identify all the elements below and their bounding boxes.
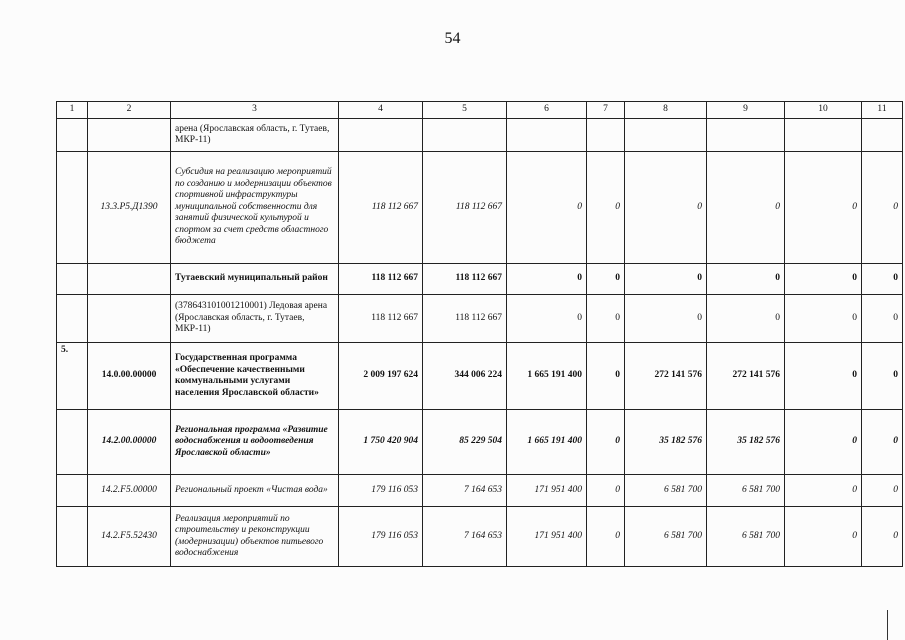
row-value: 1 665 191 400: [507, 343, 587, 410]
row-value: [707, 119, 785, 152]
row-value: 7 164 653: [423, 475, 507, 507]
row-value: 0: [862, 264, 903, 295]
row-value: 0: [785, 343, 862, 410]
row-value: 35 182 576: [625, 410, 707, 475]
row-code: 14.2.F5.52430: [88, 507, 171, 567]
row-value: 0: [587, 264, 625, 295]
row-value: 0: [707, 152, 785, 264]
row-description: Региональный проект «Чистая вода»: [171, 475, 339, 507]
row-value: 179 116 053: [339, 475, 423, 507]
row-value: 0: [785, 475, 862, 507]
row-value: 171 951 400: [507, 507, 587, 567]
row-value: [423, 119, 507, 152]
row-value: 171 951 400: [507, 475, 587, 507]
row-value: 179 116 053: [339, 507, 423, 567]
row-value: 0: [707, 295, 785, 343]
row-index: [57, 152, 88, 264]
row-value: 0: [785, 507, 862, 567]
row-value: 0: [587, 152, 625, 264]
row-index: [57, 119, 88, 152]
row-value: 272 141 576: [625, 343, 707, 410]
row-description: Государственная программа «Обеспечение качественными коммунальными услугами населения Ярославской области»: [171, 343, 339, 410]
column-header: 5: [423, 102, 507, 119]
row-value: [625, 119, 707, 152]
row-value: 35 182 576: [707, 410, 785, 475]
row-value: [862, 119, 903, 152]
table-row: [57, 343, 903, 410]
column-header: 2: [88, 102, 171, 119]
row-code: [88, 295, 171, 343]
row-description: Тутаевский муниципальный район: [171, 264, 339, 295]
table-row: [57, 119, 903, 152]
row-value: 0: [507, 295, 587, 343]
row-description: Субсидия на реализацию мероприятий по созданию и модернизации объектов спортивной инфраструктуры муниципальной собственности для занятий физической культурой и спортом за счет средств областного бюджета: [171, 152, 339, 264]
row-index: [57, 410, 88, 475]
row-code: [88, 264, 171, 295]
row-value: [785, 119, 862, 152]
row-value: 0: [785, 264, 862, 295]
page-number: 54: [444, 30, 461, 47]
row-value: 0: [625, 295, 707, 343]
column-header: 7: [587, 102, 625, 119]
row-code: [88, 119, 171, 152]
row-index: [57, 475, 88, 507]
row-value: 6 581 700: [625, 475, 707, 507]
row-value: 0: [507, 264, 587, 295]
row-value: 0: [785, 410, 862, 475]
column-header: 11: [862, 102, 903, 119]
row-value: 0: [862, 295, 903, 343]
column-header: 8: [625, 102, 707, 119]
row-value: 6 581 700: [707, 507, 785, 567]
row-value: 118 112 667: [339, 264, 423, 295]
row-description: (378643101001210001) Ледовая арена (Ярославская область, г. Тутаев, МКР-11): [171, 295, 339, 343]
row-index: [57, 507, 88, 567]
column-header: 9: [707, 102, 785, 119]
row-value: 0: [707, 264, 785, 295]
header-row: [57, 102, 903, 119]
row-value: 6 581 700: [707, 475, 785, 507]
column-header: 10: [785, 102, 862, 119]
row-code: 13.3.P5.Д1390: [88, 152, 171, 264]
row-code: 14.2.F5.00000: [88, 475, 171, 507]
row-value: 0: [625, 264, 707, 295]
row-value: 0: [785, 152, 862, 264]
row-value: 118 112 667: [339, 152, 423, 264]
row-code: 14.2.00.00000: [88, 410, 171, 475]
row-index: [57, 295, 88, 343]
row-value: 0: [625, 152, 707, 264]
row-value: 344 006 224: [423, 343, 507, 410]
row-value: 6 581 700: [625, 507, 707, 567]
row-description: Региональная программа «Развитие водоснабжения и водоотведения Ярославской области»: [171, 410, 339, 475]
budget-table: [56, 101, 903, 567]
column-header: 1: [57, 102, 88, 119]
row-value: 118 112 667: [423, 264, 507, 295]
row-description: арена (Ярославская область, г. Тутаев, МКР-11): [171, 119, 339, 152]
row-value: 272 141 576: [707, 343, 785, 410]
row-code: 14.0.00.00000: [88, 343, 171, 410]
row-value: 0: [785, 295, 862, 343]
row-index: [57, 264, 88, 295]
table-row: [57, 507, 903, 567]
row-value: 0: [587, 295, 625, 343]
row-value: 7 164 653: [423, 507, 507, 567]
row-value: [587, 119, 625, 152]
row-index: 5.: [57, 343, 88, 410]
row-value: 0: [587, 410, 625, 475]
column-header: 6: [507, 102, 587, 119]
table-row: [57, 264, 903, 295]
table-row: [57, 475, 903, 507]
row-value: 1 750 420 904: [339, 410, 423, 475]
row-value: 0: [862, 152, 903, 264]
row-value: 0: [507, 152, 587, 264]
row-value: 118 112 667: [423, 152, 507, 264]
row-value: 0: [587, 343, 625, 410]
row-value: [339, 119, 423, 152]
row-value: 85 229 504: [423, 410, 507, 475]
table-row: [57, 152, 903, 264]
table-row: [57, 295, 903, 343]
scan-edge-line: [887, 610, 888, 640]
row-value: 0: [862, 507, 903, 567]
table-row: [57, 410, 903, 475]
row-value: 1 665 191 400: [507, 410, 587, 475]
row-value: 0: [587, 507, 625, 567]
row-value: 118 112 667: [339, 295, 423, 343]
row-value: [507, 119, 587, 152]
row-value: 0: [862, 343, 903, 410]
row-value: 0: [862, 410, 903, 475]
row-description: Реализация мероприятий по строительству и реконструкции (модернизации) объектов питьевого водоснабжения: [171, 507, 339, 567]
row-value: 0: [587, 475, 625, 507]
row-value: 2 009 197 624: [339, 343, 423, 410]
row-value: 118 112 667: [423, 295, 507, 343]
row-value: 0: [862, 475, 903, 507]
column-header: 4: [339, 102, 423, 119]
column-header: 3: [171, 102, 339, 119]
